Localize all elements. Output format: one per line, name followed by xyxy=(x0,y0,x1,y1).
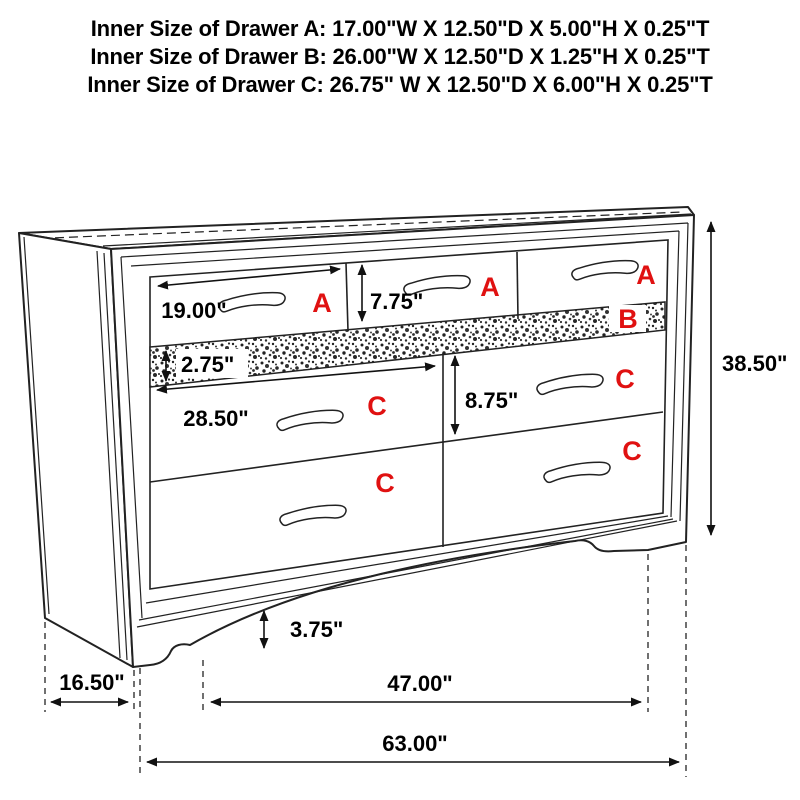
dimension-overall-height-label: 38.50" xyxy=(722,351,788,376)
drawer-a2-label: A xyxy=(480,272,500,302)
title-line-drawer-a: Inner Size of Drawer A: 17.00"W X 12.50"D X 5.00"H X 0.25"T xyxy=(90,16,710,41)
dimension-jewelry-band-height-label: 2.75" xyxy=(181,352,235,377)
dimension-drawer-c-width-label: 28.50" xyxy=(183,406,249,431)
drawer-c2-left-label: C xyxy=(375,468,395,498)
dimension-drawer-a-height-label: 7.75" xyxy=(370,289,424,314)
column-divider-a2-a3 xyxy=(517,252,518,319)
title-line-drawer-b: Inner Size of Drawer B: 26.00"W X 12.50"D X 1.25"H X 0.25"T xyxy=(90,44,710,69)
drawer-b-label: B xyxy=(618,304,638,334)
drawer-a1-label: A xyxy=(312,288,332,318)
dimension-side-depth-label: 16.50" xyxy=(59,670,125,695)
title-line-drawer-c: Inner Size of Drawer C: 26.75" W X 12.50"D X 6.00"H X 0.25"T xyxy=(87,72,713,97)
drawer-a3-label: A xyxy=(636,260,656,290)
dimension-drawer-c-height-label: 8.75" xyxy=(465,388,519,413)
dresser-structure xyxy=(19,207,694,667)
dimension-drawer-a-width-label: 19.00" xyxy=(161,298,227,323)
dimension-overall-width xyxy=(147,731,679,762)
dimension-feet-span xyxy=(211,671,641,702)
drawer-c1-right-label: C xyxy=(615,364,635,394)
dimension-overall-height xyxy=(711,222,787,535)
drawer-c1-left-label: C xyxy=(367,391,387,421)
dimension-foot-height xyxy=(264,611,343,648)
drawer-c2-right-label: C xyxy=(622,436,642,466)
dimension-foot-height-label: 3.75" xyxy=(290,617,344,642)
dimension-side-depth xyxy=(51,670,128,702)
dimension-feet-span-label: 47.00" xyxy=(387,671,453,696)
dimension-overall-width-label: 63.00" xyxy=(382,731,448,756)
dimension-jewelry-band-height xyxy=(166,349,248,381)
